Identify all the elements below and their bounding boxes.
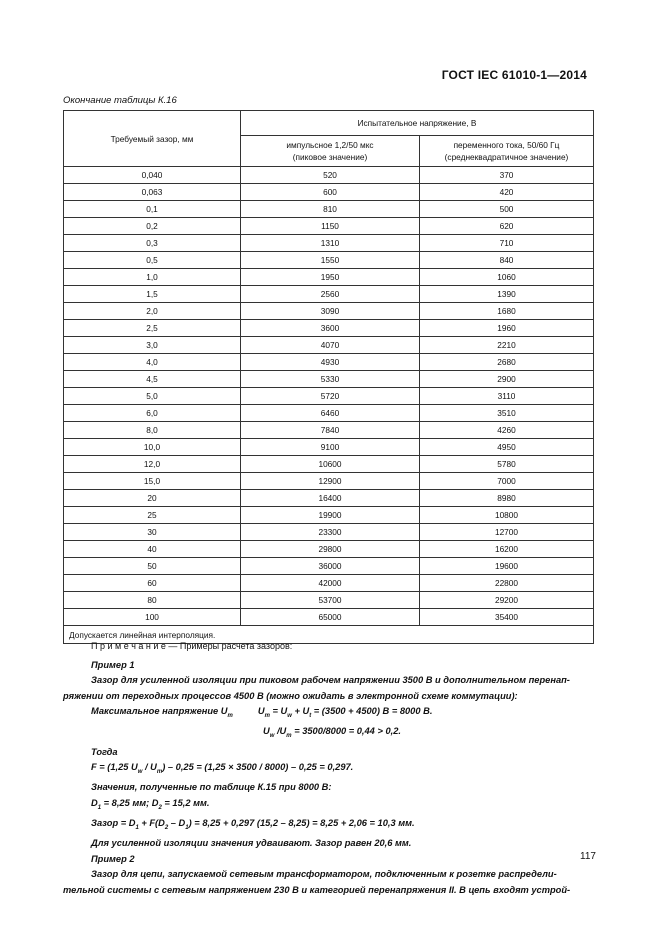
col-header-impulse <box>241 136 420 167</box>
cell-impulse: 36000 <box>241 558 420 575</box>
table-row <box>64 252 594 269</box>
table-row <box>64 371 594 388</box>
cell-ac: 5780 <box>420 456 594 473</box>
cell-impulse: 16400 <box>241 490 420 507</box>
cell-clearance: 8,0 <box>64 422 241 439</box>
cell-impulse: 29800 <box>241 541 420 558</box>
cell-ac: 370 <box>420 167 594 184</box>
example1-title: Пример 1 <box>91 660 135 670</box>
cell-ac: 16200 <box>420 541 594 558</box>
examples-text <box>63 658 598 898</box>
example2-line2: тельной системы с сетевым напряжением 230 В и категорией перенапряжения II. В цепь входят устрой- <box>63 884 571 895</box>
col-header-ac-line1: переменного тока, 50/60 Гц <box>453 140 560 150</box>
example1-ratio: $U_w$ $/U_m = 3500/8000 = 0,44 > 0,2$. <box>263 726 401 740</box>
cell-ac: 2680 <box>420 354 594 371</box>
col-header-ac-line2: (среднеквадратичное значение) <box>444 152 569 162</box>
cell-impulse: 2560 <box>241 286 420 303</box>
cell-ac: 420 <box>420 184 594 201</box>
example1-gap-formula: Зазор = $D_1 + F(D_2 - D_1) = 8,25 + 0,297$ (15,2 – 8,25) = 8,25 + 2,06 = 10,3 мм. <box>91 818 415 831</box>
cell-ac: 1960 <box>420 320 594 337</box>
cell-clearance: 0,1 <box>64 201 241 218</box>
table-row <box>64 473 594 490</box>
cell-ac: 35400 <box>420 609 594 626</box>
cell-clearance: 40 <box>64 541 241 558</box>
table-row <box>64 609 594 626</box>
table-row <box>64 269 594 286</box>
table-row <box>64 541 594 558</box>
cell-clearance: 6,0 <box>64 405 241 422</box>
cell-ac: 1390 <box>420 286 594 303</box>
table-row <box>64 354 594 371</box>
cell-impulse: 1310 <box>241 235 420 252</box>
table-row <box>64 405 594 422</box>
cell-ac: 2210 <box>420 337 594 354</box>
cell-ac: 8980 <box>420 490 594 507</box>
example1-d-values: $D_1 = 8,25$ мм; $D_2 = 15,2$ мм. <box>91 797 210 811</box>
cell-clearance: 10,0 <box>64 439 241 456</box>
cell-impulse: 65000 <box>241 609 420 626</box>
cell-impulse: 5330 <box>241 371 420 388</box>
cell-ac: 1680 <box>420 303 594 320</box>
cell-impulse: 6460 <box>241 405 420 422</box>
cell-impulse: 7840 <box>241 422 420 439</box>
cell-impulse: 19900 <box>241 507 420 524</box>
cell-impulse: 1950 <box>241 269 420 286</box>
cell-clearance: 0,2 <box>64 218 241 235</box>
example1-f-formula: F = (1,25 $U_w / U_m) - 0,25 = (1,25 \times 3500 / 8000) - 0,25 = 0,297$. <box>91 762 354 776</box>
cell-clearance: 0,040 <box>64 167 241 184</box>
example1-line2: ряжении от переходных процессов 4500 В (можно ожидать в электронной схеме коммутации): <box>63 690 518 701</box>
table-row <box>64 524 594 541</box>
table-row <box>64 575 594 592</box>
cell-ac: 3110 <box>420 388 594 405</box>
cell-ac: 1060 <box>420 269 594 286</box>
cell-clearance: 2,0 <box>64 303 241 320</box>
cell-impulse: 10600 <box>241 456 420 473</box>
table-row <box>64 184 594 201</box>
table-row <box>64 201 594 218</box>
table-row <box>64 235 594 252</box>
col-header-test-voltage: Испытательное напряжение, В <box>241 111 594 136</box>
cell-clearance: 15,0 <box>64 473 241 490</box>
col-header-impulse-line2: (пиковое значение) <box>292 152 368 162</box>
table-row <box>64 286 594 303</box>
example2-title: Пример 2 <box>91 853 135 864</box>
cell-impulse: 5720 <box>241 388 420 405</box>
cell-ac: 4950 <box>420 439 594 456</box>
cell-ac: 10800 <box>420 507 594 524</box>
table-row <box>64 456 594 473</box>
cell-ac: 840 <box>420 252 594 269</box>
col-header-impulse-line1: импульсное 1,2/50 мкс <box>286 140 374 150</box>
table-row <box>64 558 594 575</box>
cell-impulse: 1550 <box>241 252 420 269</box>
cell-impulse: 12900 <box>241 473 420 490</box>
table-row <box>64 490 594 507</box>
cell-impulse: 42000 <box>241 575 420 592</box>
cell-impulse: 53700 <box>241 592 420 609</box>
example1-then: Тогда <box>91 746 118 757</box>
cell-impulse: 23300 <box>241 524 420 541</box>
cell-ac: 19600 <box>420 558 594 575</box>
clearance-table <box>63 110 594 644</box>
cell-impulse: 3090 <box>241 303 420 320</box>
table-note: П р и м е ч а н и е — Примеры расчета зазоров: <box>91 641 293 651</box>
cell-impulse: 3600 <box>241 320 420 337</box>
table-row <box>64 422 594 439</box>
page-number: 117 <box>580 851 596 862</box>
table-caption: Окончание таблицы К.16 <box>63 95 177 106</box>
table-row <box>64 320 594 337</box>
cell-ac: 3510 <box>420 405 594 422</box>
document-header: ГОСТ IEC 61010-1—2014 <box>441 68 587 82</box>
cell-ac: 12700 <box>420 524 594 541</box>
cell-impulse: 4930 <box>241 354 420 371</box>
example1-max-voltage: Максимальное напряжение $U_m$ $U_m = U_w + U_t = (3500 + 4500) В = 8000$ В. <box>91 706 433 720</box>
cell-ac: 7000 <box>420 473 594 490</box>
col-header-clearance: Требуемый зазор, мм <box>64 111 241 167</box>
cell-clearance: 2,5 <box>64 320 241 337</box>
table-row <box>64 303 594 320</box>
cell-impulse: 4070 <box>241 337 420 354</box>
cell-clearance: 0,063 <box>64 184 241 201</box>
cell-clearance: 20 <box>64 490 241 507</box>
cell-clearance: 4,5 <box>64 371 241 388</box>
cell-clearance: 50 <box>64 558 241 575</box>
table-row <box>64 388 594 405</box>
cell-clearance: 80 <box>64 592 241 609</box>
example1-double: Для усиленной изоляции значения удваивают. Зазор равен 20,6 мм. <box>91 838 412 849</box>
col-header-ac <box>420 136 594 167</box>
cell-clearance: 1,0 <box>64 269 241 286</box>
cell-ac: 29200 <box>420 592 594 609</box>
table-footnote: Допускается линейная интерполяция. <box>64 626 594 644</box>
table-row <box>64 167 594 184</box>
cell-ac: 500 <box>420 201 594 218</box>
table-row <box>64 439 594 456</box>
table-row <box>64 218 594 235</box>
cell-clearance: 4,0 <box>64 354 241 371</box>
cell-clearance: 1,5 <box>64 286 241 303</box>
cell-clearance: 30 <box>64 524 241 541</box>
cell-clearance: 12,0 <box>64 456 241 473</box>
cell-clearance: 0,3 <box>64 235 241 252</box>
table-row <box>64 507 594 524</box>
cell-impulse: 810 <box>241 201 420 218</box>
cell-clearance: 25 <box>64 507 241 524</box>
cell-impulse: 600 <box>241 184 420 201</box>
example1-line1: Зазор для усиленной изоляции при пиковом рабочем напряжении 3500 В и дополнительном перенап- <box>91 675 570 686</box>
cell-ac: 22800 <box>420 575 594 592</box>
cell-impulse: 9100 <box>241 439 420 456</box>
cell-clearance: 60 <box>64 575 241 592</box>
cell-ac: 4260 <box>420 422 594 439</box>
example1-values: Значения, полученные по таблице К.15 при 8000 В: <box>91 782 332 793</box>
cell-clearance: 5,0 <box>64 388 241 405</box>
example2-line1: Зазор для цепи, запускаемой сетевым трансформатором, подключенным к розетке распредели- <box>91 869 557 880</box>
cell-clearance: 100 <box>64 609 241 626</box>
cell-impulse: 520 <box>241 167 420 184</box>
cell-ac: 710 <box>420 235 594 252</box>
cell-ac: 2900 <box>420 371 594 388</box>
cell-clearance: 3,0 <box>64 337 241 354</box>
cell-clearance: 0,5 <box>64 252 241 269</box>
table-row <box>64 592 594 609</box>
cell-ac: 620 <box>420 218 594 235</box>
cell-impulse: 1150 <box>241 218 420 235</box>
table-row <box>64 337 594 354</box>
